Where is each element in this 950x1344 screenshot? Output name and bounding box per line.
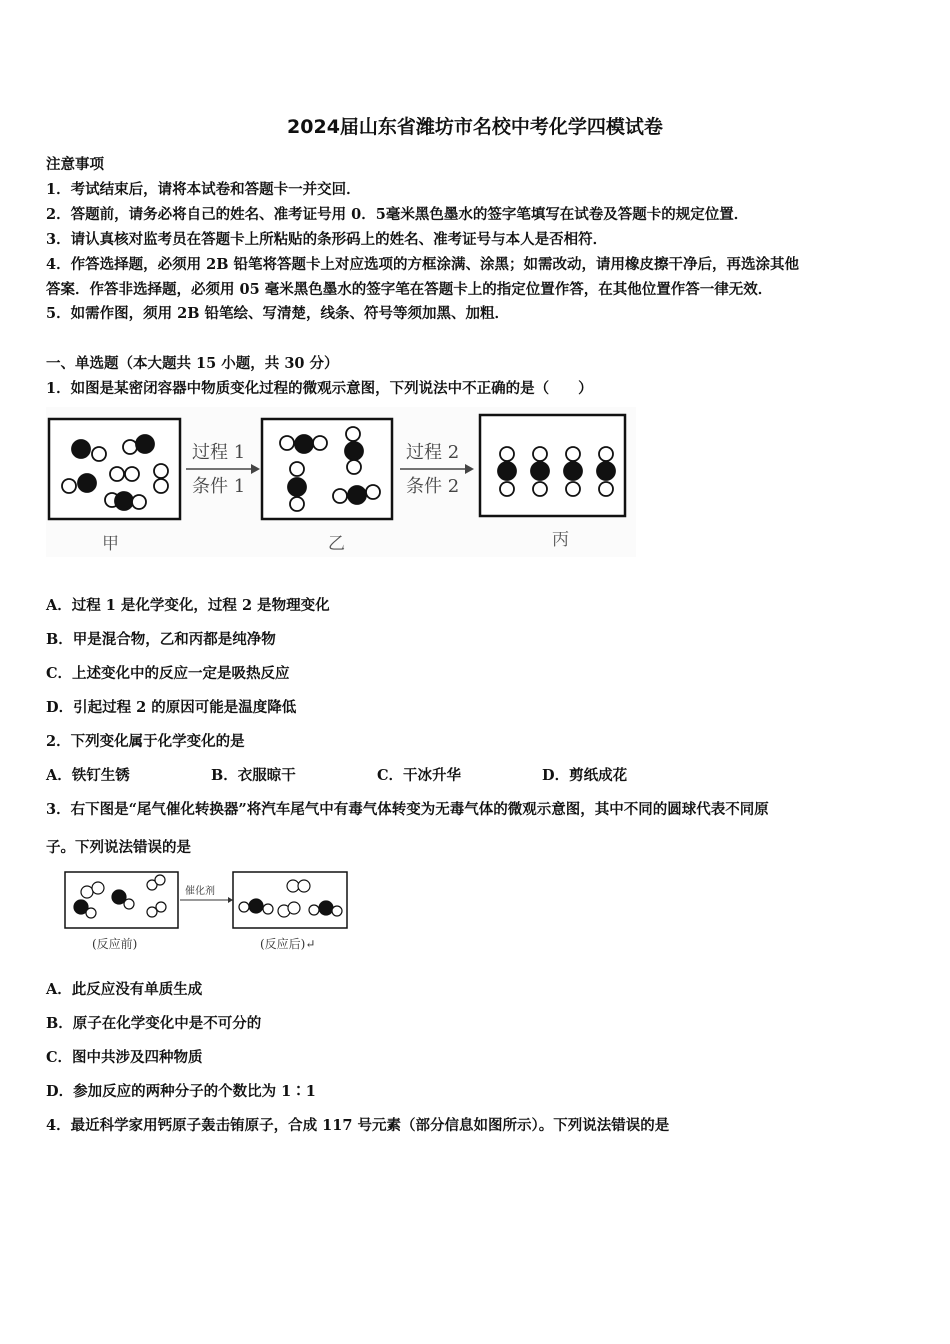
after-label: (反应后)↵ — [260, 937, 316, 951]
notice-item: 5．如需作图，须用 2B 铅笔绘、写清楚，线条、符号等须加黑、加粗． — [46, 305, 510, 322]
question-3-stem-cont: 子。下列说法错误的是 — [46, 839, 191, 856]
q1-option-b: B．甲是混合物，乙和丙都是纯净物 — [46, 631, 276, 648]
process2-label: 过程 2 — [406, 442, 460, 463]
q1-option-a: A．过程 1 是化学变化，过程 2 是物理变化 — [46, 597, 330, 614]
q1-figure — [46, 407, 636, 557]
q3-option-c: C．图中共涉及四种物质 — [46, 1049, 203, 1066]
q2-option-b: B．衣服晾干 — [211, 767, 296, 784]
box-yi — [262, 419, 392, 519]
label-bing: 丙 — [552, 530, 569, 550]
q3-figure — [62, 868, 352, 958]
notice-heading: 注意事项 — [46, 156, 104, 173]
question-1-stem: 1．如图是某密闭容器中物质变化过程的微观示意图，下列说法中不正确的是（ ） — [46, 380, 593, 397]
notice-item: 3．请认真核对监考员在答题卡上所粘贴的条形码上的姓名、准考证号与本人是否相符． — [46, 231, 608, 248]
catalyst-label: 催化剂 — [185, 886, 215, 897]
page-title: 2024届山东省潍坊市名校中考化学四模试卷 — [287, 116, 663, 138]
q2-option-c: C．干冰升华 — [377, 767, 462, 784]
cond2-label: 条件 2 — [406, 476, 460, 497]
q1-option-c: C．上述变化中的反应一定是吸热反应 — [46, 665, 290, 682]
before-label: (反应前) — [92, 937, 138, 951]
q3-option-a: A．此反应没有单质生成 — [46, 981, 203, 998]
section-heading: 一、单选题（本大题共 15 小题，共 30 分） — [46, 355, 339, 372]
q2-option-a: A．铁钉生锈 — [46, 767, 130, 784]
notice-item: 答案．作答非选择题，必须用 05 毫米黑色墨水的签字笔在答题卡上的指定位置作答，在其他位置作答一律无效． — [46, 281, 773, 298]
notice-item: 4．作答选择题，必须用 2B 铅笔将答题卡上对应选项的方框涂满、涂黑；如需改动，请用橡皮擦干净后，再选涂其他 — [46, 256, 800, 273]
notice-item: 2．答题前，请务必将自己的姓名、准考证号用 0．5毫米黑色墨水的签字笔填写在试卷及答题卡的规定位置． — [46, 206, 749, 223]
q3-option-d: D．参加反应的两种分子的个数比为 1∶1 — [46, 1083, 316, 1100]
question-3-stem: 3．右下图是“尾气催化转换器”将汽车尾气中有毒气体转变为无毒气体的微观示意图，其中不同的圆球代表不同原 — [46, 801, 769, 818]
label-yi: 乙 — [328, 534, 345, 554]
q2-option-d: D．剪纸成花 — [542, 767, 628, 784]
process1-label: 过程 1 — [192, 442, 246, 463]
question-2-stem: 2．下列变化属于化学变化的是 — [46, 733, 245, 750]
question-4-stem: 4．最近科学家用钙原子轰击铕原子，合成 117 号元素（部分信息如图所示）。下列说法错误的是 — [46, 1117, 670, 1134]
q1-option-d: D．引起过程 2 的原因可能是温度降低 — [46, 699, 297, 716]
cond1-label: 条件 1 — [192, 476, 246, 497]
label-jia: 甲 — [102, 534, 119, 554]
notice-item: 1．考试结束后，请将本试卷和答题卡一并交回． — [46, 181, 361, 198]
q3-option-b: B．原子在化学变化中是不可分的 — [46, 1015, 262, 1032]
